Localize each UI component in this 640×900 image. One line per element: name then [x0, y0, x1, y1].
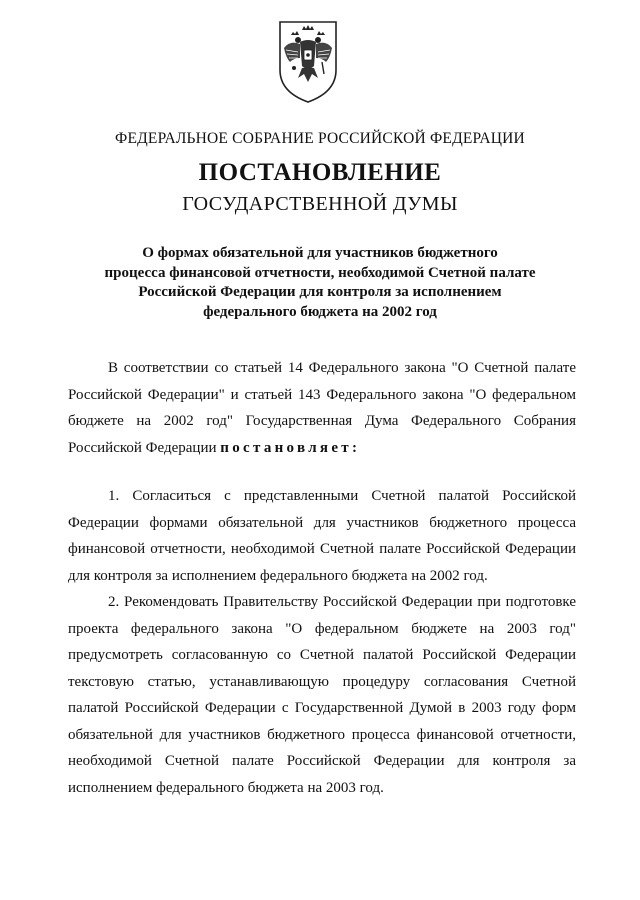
- resolution-item-1: [68, 483, 576, 589]
- document-type: ПОСТАНОВЛЕНИЕ: [198, 159, 442, 186]
- resolution-item-text: 1. Согласиться с представленными Счетной палатой Российской Федерации формами обязательной для участников бюджетного процесса финансовой отчетности, необходимой Счетной палате Российской Федерации для контроля за исполнением федерального бюджета на 2002 год.: [68, 488, 576, 584]
- title-line: федерального бюджета на 2002 год: [203, 303, 437, 320]
- parliament-name: ФЕДЕРАЛЬНОЕ СОБРАНИЕ РОССИЙСКОЙ ФЕДЕРАЦИИ: [115, 130, 525, 147]
- preamble-text: В соответствии со статьей 14 Федерального закона "О Счетной палате Российской Федерации" и статьей 143 Федерального закона "О федеральном бюджете на 2002 год" Государственная Дума Федерального Собрания Российской Федерации: [68, 360, 576, 456]
- title-line: О формах обязательной для участников бюджетного: [142, 245, 498, 261]
- issuing-body: ГОСУДАРСТВЕННОЙ ДУМЫ: [182, 193, 458, 215]
- russian-coat-of-arms-icon: [276, 18, 340, 104]
- resolves-word: постановляет:: [220, 439, 361, 456]
- title-line: Российской Федерации для контроля за исполнением: [138, 284, 502, 300]
- title-line: процесса финансовой отчетности, необходимой Счетной палате: [104, 264, 536, 281]
- resolution-item-2: [68, 589, 576, 801]
- document-title: [90, 244, 550, 322]
- resolution-item-text: 2. Рекомендовать Правительству Российской Федерации при подготовке проекта федерального закона "О федеральном бюджете на 2003 год" предусмотреть согласованную со Счетной палатой Российской Федерации текстовую статью, устанавливающую процедуру согласования Счетной палатой Российской Федерации с Государственной Думой в 2003 году форм обязательной для участников бюджетного процесса финансовой отчетности, необходимой Счетной палате Российской Федерации для контроля за исполнением федерального бюджета на 2003 год.: [68, 594, 576, 796]
- preamble-paragraph: [68, 355, 576, 461]
